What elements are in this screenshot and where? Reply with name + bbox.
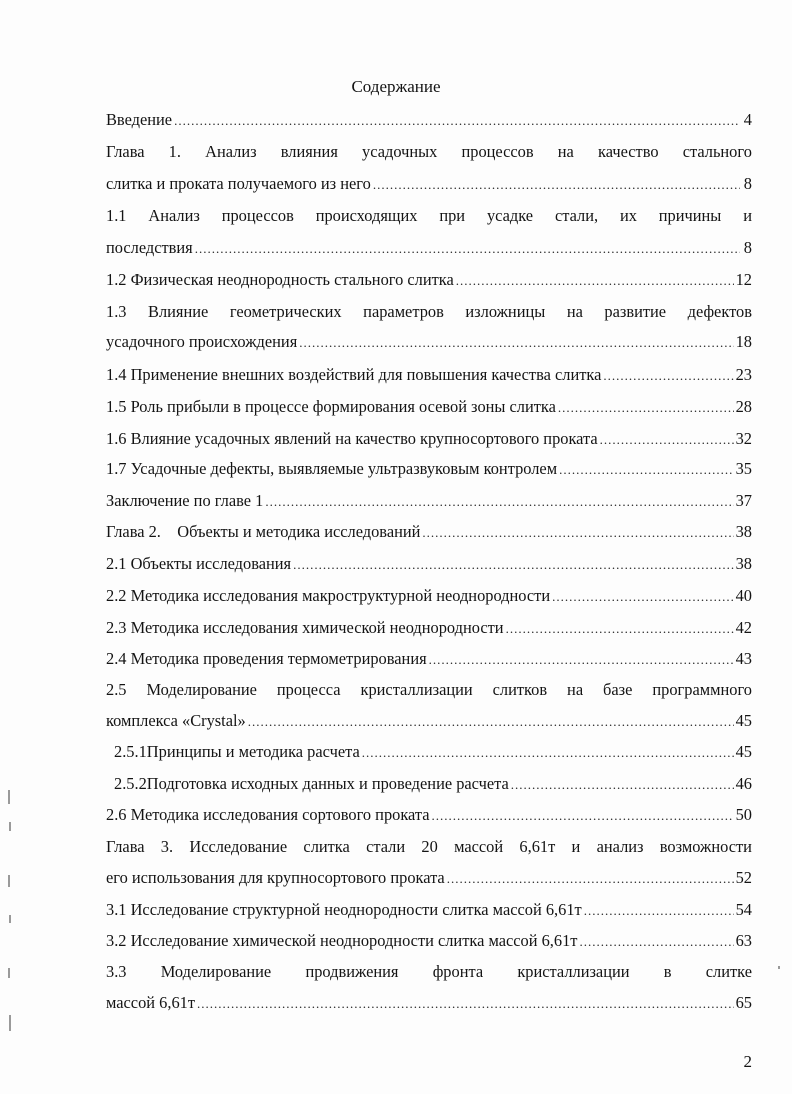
toc-word: причины	[658, 206, 722, 225]
toc-entry-page: 12	[735, 270, 752, 289]
toc-word: Глава	[106, 142, 145, 161]
toc-entry-chapter-1-conclusion	[106, 489, 752, 513]
toc-entry-chapter-3-line1	[106, 835, 752, 859]
toc-entry-text: 2.3 Методика исследования химической неоднородности	[106, 618, 504, 637]
toc-word: стали,	[554, 206, 599, 225]
toc-word: геометрических	[229, 302, 342, 321]
toc-entry-text: слитка и проката получаемого из него	[106, 174, 371, 193]
toc-word: 3.3	[106, 962, 127, 981]
toc-entry-text: Глава 2. Объекты и методика исследований	[106, 522, 421, 541]
dot-leader	[373, 173, 740, 196]
toc-word: дефектов	[687, 302, 752, 321]
toc-entry-text: комплекса «Crystal»	[106, 711, 246, 730]
dot-leader	[447, 867, 734, 890]
toc-word: на	[567, 680, 584, 699]
dot-leader	[195, 237, 740, 260]
toc-word: процесса	[276, 680, 341, 699]
toc-entry-text: его использования для крупносортового проката	[106, 868, 445, 887]
toc-entry-1-1-line1	[106, 204, 752, 228]
dot-leader	[558, 396, 734, 419]
toc-entry-text: массой 6,61т	[106, 993, 195, 1012]
toc-entry-text: Введение	[106, 110, 173, 129]
toc-entry-page: 50	[735, 805, 752, 824]
toc-entry-text: 2.2 Методика исследования макроструктурной неоднородности	[106, 586, 551, 605]
toc-entry-page: 45	[735, 711, 752, 730]
dot-leader	[600, 428, 734, 451]
toc-word: усадочных	[362, 142, 438, 161]
toc-entry-text: 1.6 Влияние усадочных явлений на качество крупносортового проката	[106, 429, 598, 448]
toc-entry-page: 32	[735, 429, 752, 448]
toc-entry-chapter-1	[106, 172, 752, 196]
toc-word: Моделирование	[146, 680, 257, 699]
toc-entry-text: 3.1 Исследование структурной неоднородности слитка массой 6,61т	[106, 900, 582, 919]
dot-leader	[456, 269, 734, 292]
dot-leader	[174, 109, 740, 132]
toc-word: кристаллизации	[360, 680, 473, 699]
dot-leader	[506, 617, 734, 640]
toc-word: качество	[598, 142, 659, 161]
toc-entry-1-5	[106, 395, 752, 419]
toc-entry-1-4	[106, 363, 752, 387]
toc-word: 1.	[168, 142, 181, 161]
scan-speck	[8, 875, 10, 887]
toc-word: и	[743, 206, 752, 225]
toc-entry-page: 35	[735, 459, 752, 478]
toc-word: программного	[652, 680, 752, 699]
scan-speck	[9, 1015, 11, 1031]
toc-word: на	[557, 142, 574, 161]
toc-entry-text: 1.5 Роль прибыли в процессе формирования осевой зоны слитка	[106, 397, 556, 416]
toc-entry-page: 42	[735, 618, 752, 637]
dot-leader	[559, 458, 734, 481]
toc-entry-page: 28	[735, 397, 752, 416]
dot-leader	[552, 585, 734, 608]
scan-speck	[9, 822, 11, 831]
toc-entry-2-6	[106, 803, 752, 827]
dot-leader	[299, 331, 733, 354]
toc-word: процессов	[221, 206, 294, 225]
toc-word: анализ	[596, 837, 644, 856]
toc-word: стали	[366, 837, 406, 856]
toc-word: при	[439, 206, 466, 225]
toc-entry-text: 1.2 Физическая неоднородность стального слитка	[106, 270, 454, 289]
toc-entry-text: последствия	[106, 238, 193, 257]
toc-entry-chapter-2	[106, 520, 752, 544]
dot-leader	[293, 553, 734, 576]
toc-entry-page: 4	[743, 110, 752, 129]
dot-leader	[432, 804, 734, 827]
toc-entry-2-5	[106, 709, 752, 733]
toc-word: фронта	[432, 962, 484, 981]
toc-entry-text: 1.7 Усадочные дефекты, выявляемые ультразвуковым контролем	[106, 459, 558, 478]
dot-leader	[362, 741, 734, 764]
toc-entry-text: 2.5.2Подготовка исходных данных и проведение расчета	[114, 774, 509, 793]
toc-entry-2-5-line1	[106, 678, 752, 702]
toc-entry-page: 8	[743, 238, 752, 257]
dot-leader	[422, 521, 733, 544]
toc-word: 1.1	[106, 206, 127, 225]
toc-entry-2-2	[106, 584, 752, 608]
toc-word: происходящих	[315, 206, 418, 225]
toc-entry-page: 54	[735, 900, 752, 919]
toc-entry-page: 52	[735, 868, 752, 887]
toc-word: продвижения	[305, 962, 399, 981]
toc-word: Исследование	[189, 837, 288, 856]
toc-entry-text: 2.1 Объекты исследования	[106, 554, 292, 573]
toc-word: Глава	[106, 837, 145, 856]
toc-entry-page: 23	[735, 365, 752, 384]
toc-entry-text: усадочного происхождения	[106, 332, 298, 351]
toc-entry-page: 38	[735, 554, 752, 573]
scan-speck	[9, 915, 11, 923]
toc-entry-page: 40	[735, 586, 752, 605]
toc-entry-text: 3.2 Исследование химической неоднородности слитка массой 6,61т	[106, 931, 578, 950]
toc-entry-page: 37	[735, 491, 752, 510]
dot-leader	[197, 992, 734, 1015]
toc-word: 20	[421, 837, 438, 856]
toc-entry-1-7	[106, 457, 752, 481]
dot-leader	[248, 710, 734, 733]
toc-entry-page: 46	[735, 774, 752, 793]
toc-entry-page: 63	[735, 931, 752, 950]
toc-word: стального	[682, 142, 752, 161]
page-number: 2	[743, 1052, 752, 1071]
toc-word: усадке	[486, 206, 534, 225]
toc-entry-3-3-line1	[106, 960, 752, 984]
toc-entry-page: 8	[743, 174, 752, 193]
toc-word: слитка	[303, 837, 350, 856]
toc-entry-page: 38	[735, 522, 752, 541]
toc-entry-2-4	[106, 647, 752, 671]
toc-entry-2-5-2	[114, 772, 752, 796]
toc-word: и	[571, 837, 581, 856]
dot-leader	[429, 648, 734, 671]
toc-entry-3-2	[106, 929, 752, 953]
toc-entry-2-3	[106, 616, 752, 640]
toc-entry-3-1	[106, 898, 752, 922]
dot-leader	[265, 490, 733, 513]
toc-word: изложницы	[465, 302, 546, 321]
dot-leader	[579, 930, 733, 953]
scan-speck	[8, 968, 10, 978]
toc-entry-chapter-1-line1	[106, 140, 752, 164]
toc-word: 1.3	[106, 302, 127, 321]
toc-entry-1-2	[106, 268, 752, 292]
toc-entry-text: 2.6 Методика исследования сортового проката	[106, 805, 430, 824]
toc-entry-chapter-3	[106, 866, 752, 890]
toc-word: Влияние	[148, 302, 209, 321]
toc-entry-text: 1.4 Применение внешних воздействий для повышения качества слитка	[106, 365, 602, 384]
scan-speck	[778, 966, 780, 969]
toc-entry-page: 45	[735, 742, 752, 761]
toc-word: базе	[603, 680, 633, 699]
toc-word: кристаллизации	[517, 962, 630, 981]
toc-entry-1-3	[106, 330, 752, 354]
toc-entry-2-5-1	[114, 740, 752, 764]
toc-entry-page: 18	[735, 332, 752, 351]
toc-entry-introduction	[106, 108, 752, 132]
dot-leader	[603, 364, 733, 387]
toc-entry-text: 2.5.1Принципы и методика расчета	[114, 742, 360, 761]
toc-word: 6,61т	[519, 837, 556, 856]
toc-entry-1-6	[106, 427, 752, 451]
toc-word: развитие	[604, 302, 667, 321]
toc-word: Моделирование	[160, 962, 272, 981]
toc-entry-page: 65	[735, 993, 752, 1012]
toc-word: Анализ	[205, 142, 257, 161]
toc-entry-3-3	[106, 991, 752, 1015]
toc-entry-1-3-line1	[106, 300, 752, 324]
toc-word: слитков	[492, 680, 548, 699]
toc-word: их	[619, 206, 637, 225]
toc-entry-text: 2.4 Методика проведения термометрирования	[106, 649, 427, 668]
scan-speck	[8, 790, 10, 804]
toc-word: параметров	[363, 302, 444, 321]
toc-word: влияния	[280, 142, 338, 161]
toc-word: массой	[454, 837, 504, 856]
toc-word: процессов	[461, 142, 534, 161]
dot-leader	[511, 773, 734, 796]
toc-entry-1-1	[106, 236, 752, 260]
toc-entry-text: Заключение по главе 1	[106, 491, 264, 510]
toc-title: Содержание	[351, 77, 441, 96]
toc-entry-page: 43	[735, 649, 752, 668]
toc-entry-2-1	[106, 552, 752, 576]
dot-leader	[584, 899, 734, 922]
toc-word: возможности	[659, 837, 752, 856]
toc-word: Анализ	[148, 206, 200, 225]
toc-word: 3.	[160, 837, 174, 856]
toc-word: 2.5	[106, 680, 127, 699]
toc-word: слитке	[705, 962, 752, 981]
toc-word: в	[663, 962, 672, 981]
toc-word: на	[566, 302, 583, 321]
